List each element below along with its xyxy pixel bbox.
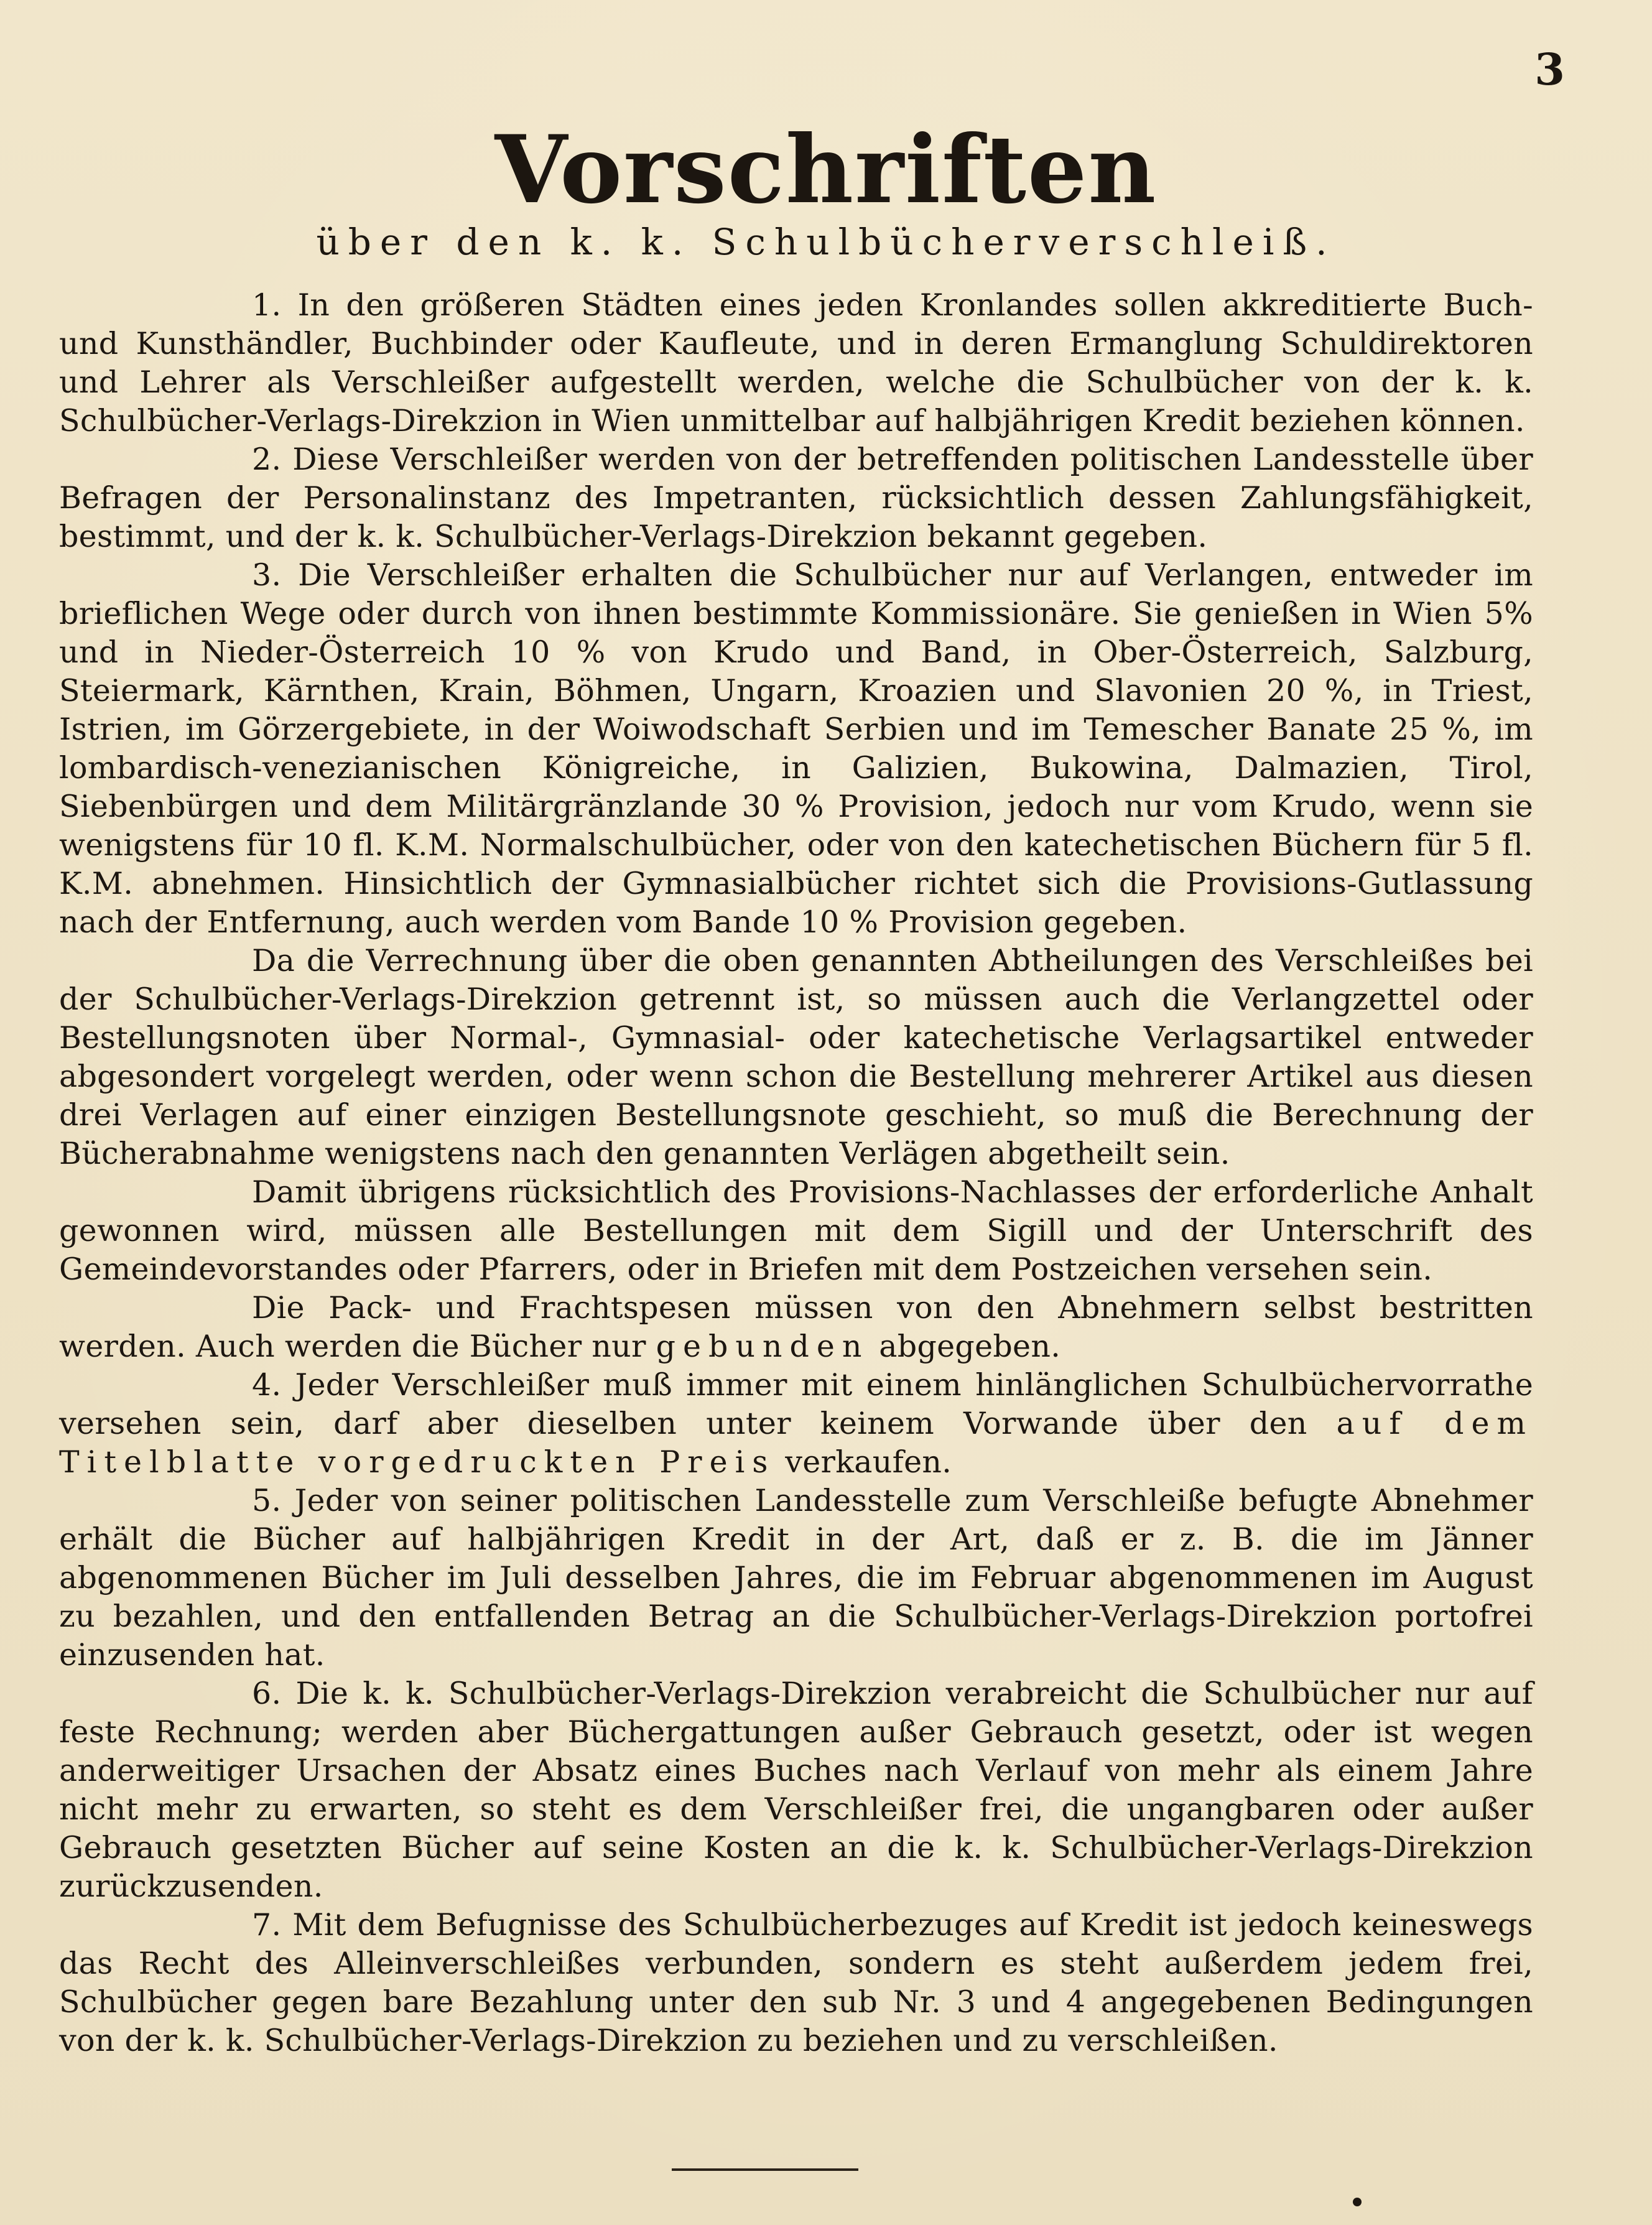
paragraph-6: 6. Die k. k. Schulbücher-Verlags-Direkzion verabreicht die Schulbücher nur auf feste Rechnung; werden aber Büchergattungen außer Gebrauch gesetzt, oder ist wegen anderweitiger Ursachen der Absatz eines Buches nach Verlauf von mehr als einem Jahre nicht mehr zu erwarten, so steht es dem Verschleißer frei, die ungangbaren oder außer Gebrauch gesetzten Bücher auf seine Kosten an die k. k. Schulbücher-Verlags-Direkzion zurückzusenden. bbox=[59, 1676, 1533, 1904]
ink-dot bbox=[1353, 2198, 1362, 2206]
paragraph-4 bbox=[59, 1366, 1533, 1482]
paragraph-3: 3. Die Verschleißer erhalten die Schulbücher nur auf Verlangen, entweder im brieflichen Wege oder durch von ihnen bestimmte Kommissionäre. Sie genießen in Wien 5% und in Nieder-Österreich 10 % von Krudo und Band, in Ober-Österreich, Salzburg, Steiermark, Kärnthen, Krain, Böhmen, Ungarn, Kroazien und Slavonien 20 %, in Triest, Istrien, im Görzergebiete, in der Woiwodschaft Serbien und im Temescher Banate 25 %, im lombardisch-venezianischen Königreiche, in Galizien, Bukowina, Dalmazien, Tirol, Siebenbürgen und dem Militärgränzlande 30 % Provision, jedoch nur vom Krudo, wenn sie wenigstens für 10 fl. K.M. Normalschulbücher, oder von den katechetischen Büchern für 5 fl. K.M. abnehmen. Hinsichtlich der Gymnasialbücher richtet sich die Provisions-Gutlassung nach der Entfernung, auch werden vom Bande 10 % Provision gegeben. bbox=[59, 557, 1533, 940]
paragraph-3-continued-provision: Damit übrigens rücksichtlich des Provisions-Nachlasses der erforderliche Anhalt gewonnen wird, müssen alle Bestellungen mit dem Sigill und der Unterschrift des Gemeindevorstandes oder Pfarrers, oder in Briefen mit dem Postzeichen versehen sein. bbox=[59, 1174, 1533, 1287]
document-body bbox=[59, 286, 1533, 2060]
closing-rule bbox=[672, 2168, 858, 2171]
paragraph-3-continued-shipping bbox=[59, 1289, 1533, 1366]
paragraph-text: abgegeben. bbox=[869, 1329, 1061, 1364]
paragraph-5: 5. Jeder von seiner politischen Landesstelle zum Verschleiße befugte Abnehmer erhält die Bücher auf halbjährigen Kredit in der Art, daß er z. B. die im Jänner abgenommenen Bücher im Juli desselben Jahres, die im Februar abgenommenen im August zu bezahlen, und den entfallenden Betrag an die Schulbücher-Verlags-Direkzion portofrei einzusenden hat. bbox=[59, 1483, 1533, 1673]
paragraph-text: 4. Jeder Verschleißer muß immer mit einem hinlänglichen Schulbüchervorrathe versehen sein, darf aber dieselben unter keinem Vorwande über den bbox=[59, 1367, 1533, 1441]
emphasized-text: gebunden bbox=[656, 1329, 870, 1364]
page-number: 3 bbox=[1534, 44, 1565, 95]
paragraph-7: 7. Mit dem Befugnisse des Schulbücherbezuges auf Kredit ist jedoch keineswegs das Recht des Alleinverschleißes verbunden, sondern es steht außerdem jedem frei, Schulbücher gegen bare Bezahlung unter den sub Nr. 3 und 4 angegebenen Bedingungen von der k. k. Schulbücher-Verlags-Direkzion zu beziehen und zu verschleißen. bbox=[59, 1907, 1533, 2058]
document-title: Vorschriften bbox=[494, 115, 1158, 225]
document-subtitle: über den k. k. Schulbücherverschleiß. bbox=[316, 221, 1336, 263]
paragraph-3-continued-accounting: Da die Verrechnung über die oben genannten Abtheilungen des Verschleißes bei der Schulbücher-Verlags-Direkzion getrennt ist, so müssen auch die Verlangzettel oder Bestellungsnoten über Normal-, Gymnasial- oder katechetische Verlagsartikel entweder abgesondert vorgelegt werden, oder wenn schon die Bestellung mehrerer Artikel aus diesen drei Verlagen auf einer einzigen Bestellungsnote geschieht, so muß die Berechnung der Bücherabnahme wenigstens nach den genannten Verlägen abgetheilt sein. bbox=[59, 943, 1533, 1171]
paragraph-2: 2. Diese Verschleißer werden von der betreffenden politischen Landesstelle über Befragen der Personalinstanz des Impetranten, rücksichtlich dessen Zahlungsfähigkeit, bestimmt, und der k. k. Schulbücher-Verlags-Direkzion bekannt gegeben. bbox=[59, 442, 1533, 554]
paragraph-1: 1. In den größeren Städten eines jeden Kronlandes sollen akkreditierte Buch- und Kunsthändler, Buchbinder oder Kaufleute, und in deren Ermanglung Schuldirektoren und Lehrer als Verschleißer aufgestellt werden, welche die Schulbücher von der k. k. Schulbücher-Verlags-Direkzion in Wien unmittelbar auf halbjährigen Kredit beziehen können. bbox=[59, 287, 1533, 439]
paragraph-text: Die Pack- und Frachtspesen müssen von den Abnehmern selbst bestritten werden. Auch werden die Bücher nur bbox=[59, 1290, 1533, 1364]
paragraph-text: verkaufen. bbox=[775, 1444, 952, 1480]
emphasized-text: auf dem Titelblatte vorgedruckten Preis bbox=[59, 1406, 1533, 1480]
